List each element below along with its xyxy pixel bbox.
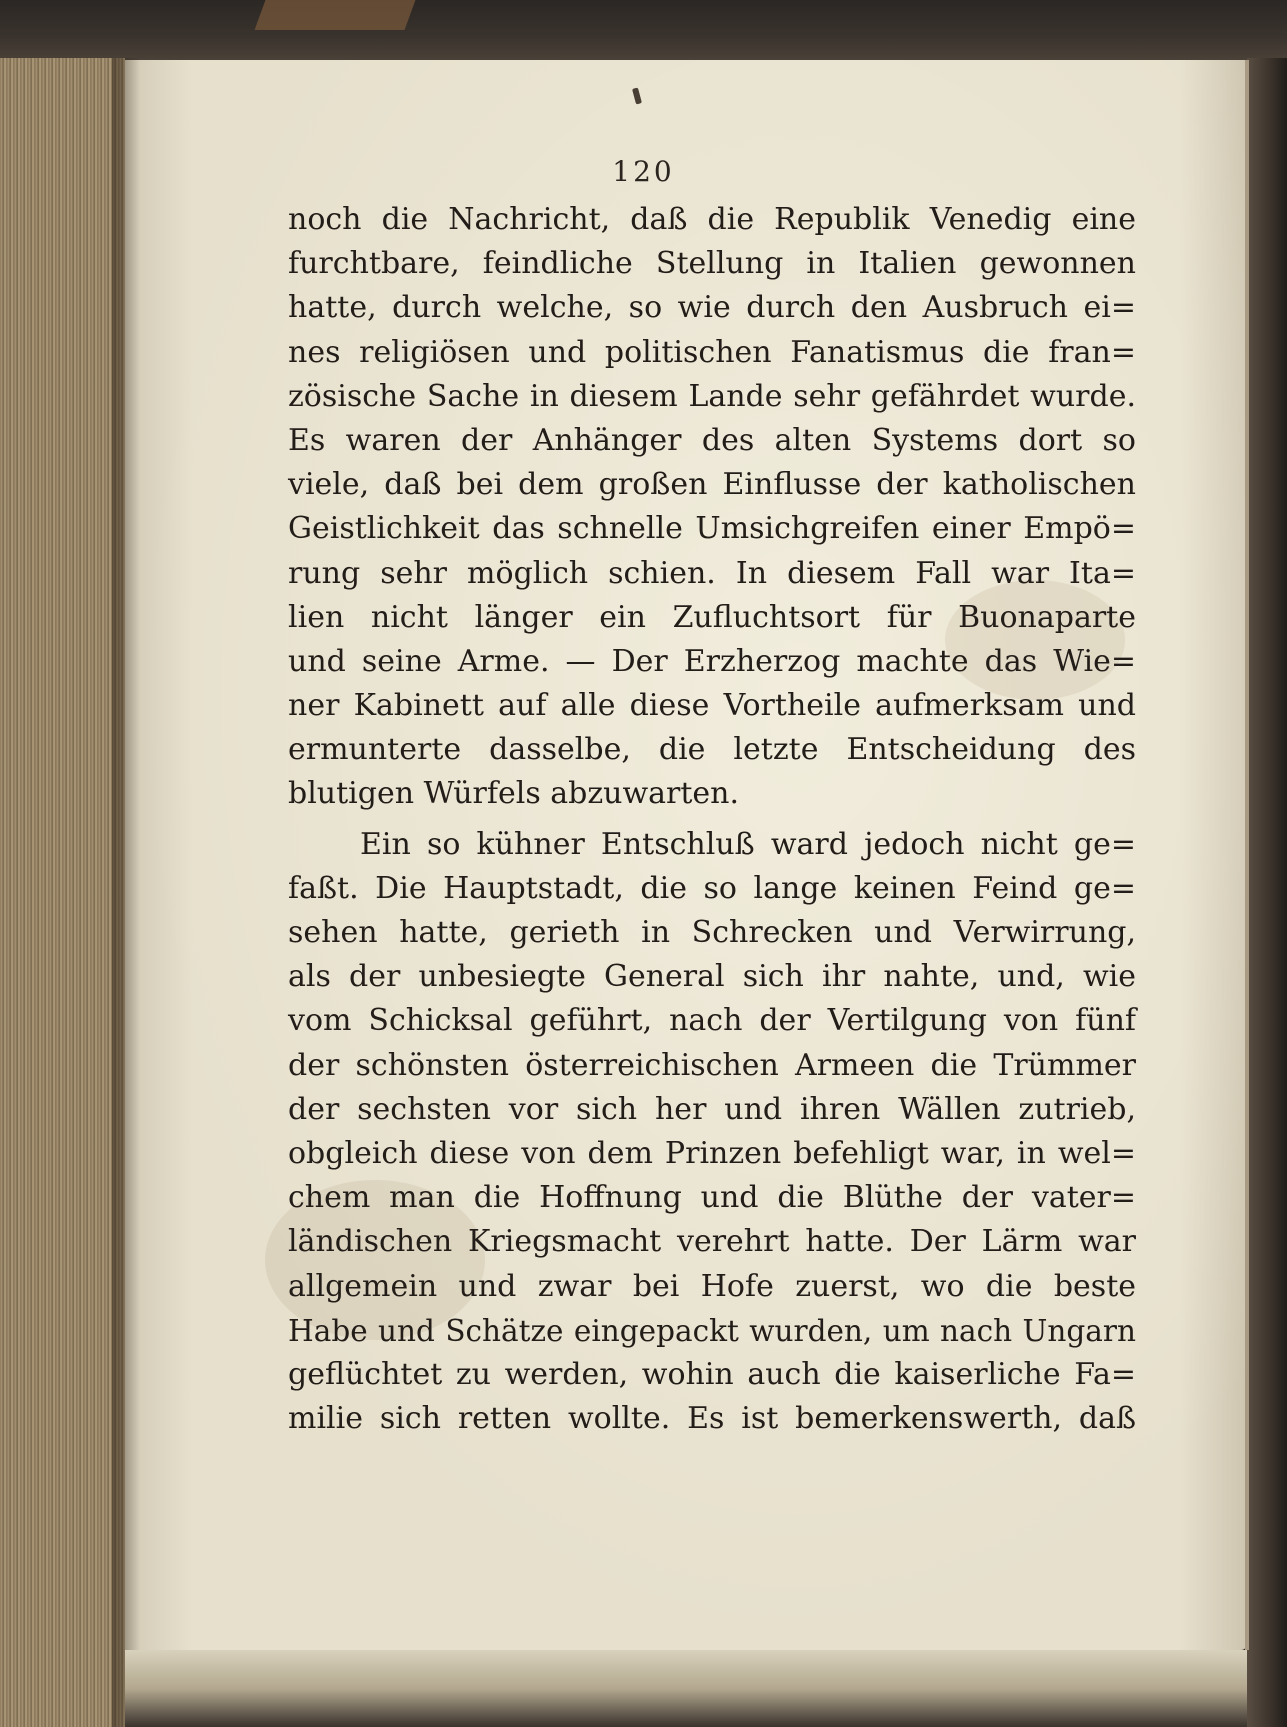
text-line: milie sich retten wollte. Es ist bemerkenswerth, daß xyxy=(288,1401,1136,1437)
text-line: viele, daß bei dem großen Einflusse der katholischen xyxy=(288,467,1136,503)
paragraph xyxy=(288,823,1136,1442)
text-line: Habe und Schätze eingepackt wurden, um nach Ungarn xyxy=(288,1313,1136,1348)
text-line: rung sehr möglich schien. In diesem Fall war Ita= xyxy=(288,555,1136,591)
text-line: zösische Sache in diesem Lande sehr gefährdet wurde. xyxy=(288,378,1136,414)
body-text xyxy=(288,198,1136,1441)
text-line: noch die Nachricht, daß die Republik Venedig eine xyxy=(288,202,1136,237)
gutter-shadow xyxy=(112,58,140,1727)
text-line: faßt. Die Hauptstadt, die so lange keinen Feind ge= xyxy=(288,870,1136,906)
page-fore-edge xyxy=(1245,60,1249,1650)
text-line: blutigen Würfels abzuwarten. xyxy=(288,776,740,812)
text-line: chem man die Hoffnung und die Blüthe der vater= xyxy=(288,1180,1136,1216)
text-line: Geistlichkeit das schnelle Umsichgreifen einer Empö= xyxy=(288,511,1136,547)
text-line: allgemein und zwar bei Hofe zuerst, wo die beste xyxy=(288,1268,1136,1304)
text-line: obgleich diese von dem Prinzen befehligt war, in wel= xyxy=(288,1135,1136,1171)
page-number: 120 xyxy=(612,155,675,188)
text-line: ermunterte dasselbe, die letzte Entscheidung des xyxy=(288,732,1136,768)
page-stack-edge xyxy=(0,58,125,1727)
text-line: lien nicht länger ein Zufluchtsort für Buonaparte xyxy=(288,599,1136,635)
text-line: als der unbesiegte General sich ihr nahte, und, wie xyxy=(288,959,1136,995)
text-line: Es waren der Anhänger des alten Systems dort so xyxy=(288,422,1136,458)
text-line: Ein so kühner Entschluß ward jedoch nicht ge= xyxy=(360,826,1136,862)
text-line: ner Kabinett auf alle diese Vortheile aufmerksam und xyxy=(288,688,1136,724)
text-line: nes religiösen und politischen Fanatismus die fran= xyxy=(288,334,1136,370)
text-line: furchtbare, feindliche Stellung in Italien gewonnen xyxy=(288,246,1136,282)
book-right-edge xyxy=(1247,58,1287,1727)
text-line: hatte, durch welche, so wie durch den Ausbruch ei= xyxy=(288,290,1136,326)
paragraph xyxy=(288,198,1136,817)
text-line: und seine Arme. — Der Erzherzog machte das Wie= xyxy=(288,643,1136,679)
text-line: ländischen Kriegsmacht verehrt hatte. Der Lärm war xyxy=(288,1224,1136,1260)
cover-scrap xyxy=(255,0,416,30)
text-line: der sechsten vor sich her und ihren Wällen zutrieb, xyxy=(288,1091,1136,1127)
text-line: vom Schicksal geführt, nach der Vertilgung von fünf xyxy=(288,1003,1136,1039)
text-line: geflüchtet zu werden, wohin auch die kaiserliche Fa= xyxy=(288,1356,1136,1392)
bottom-margin xyxy=(125,1650,1247,1727)
text-line: sehen hatte, gerieth in Schrecken und Verwirrung, xyxy=(288,915,1136,950)
book-top-edge xyxy=(0,0,1287,62)
text-line: der schönsten österreichischen Armeen die Trümmer xyxy=(288,1047,1136,1083)
